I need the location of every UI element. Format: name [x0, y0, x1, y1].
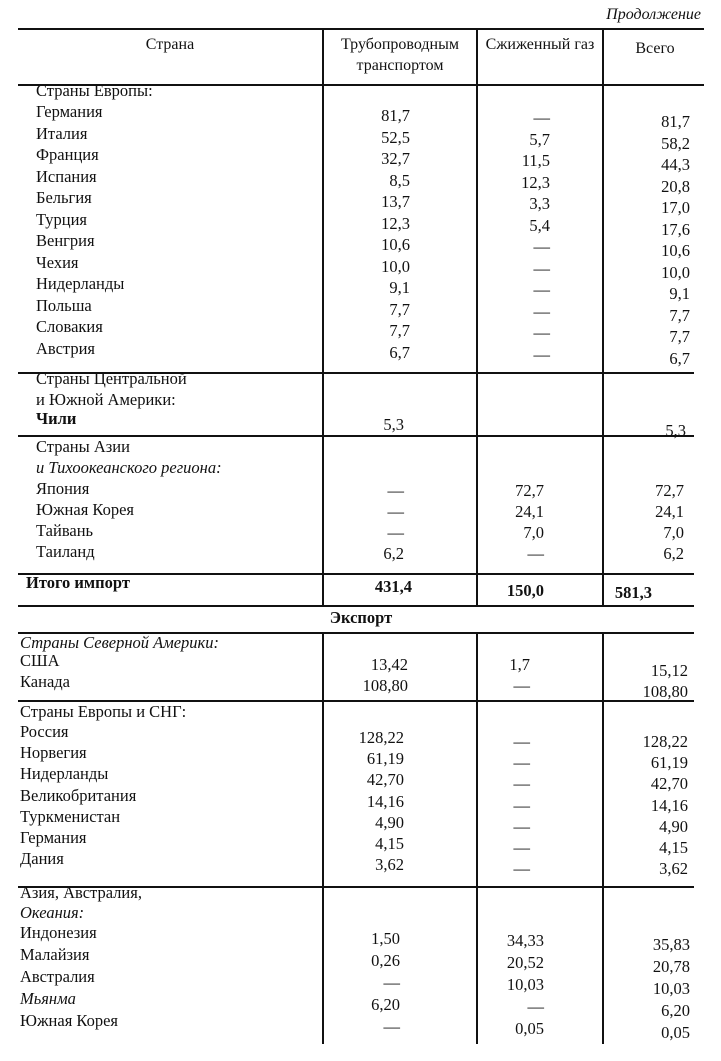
row-country: Польша [36, 295, 92, 315]
row-lng: 10,03 [506, 975, 544, 994]
asia-title-2: и Тихоокеанского региона: [36, 458, 222, 477]
row-pipeline: 10,0 [381, 256, 410, 276]
row-lng: — [513, 859, 530, 879]
row-total: 61,19 [650, 753, 688, 773]
header-total: Всего [635, 40, 675, 57]
row-lng: 5,4 [529, 215, 550, 235]
row-country: Нидерланды [20, 764, 109, 784]
row-pipeline: 6,20 [371, 995, 400, 1014]
import-total-label: Итого импорт [26, 573, 130, 592]
row-lng: 7,0 [523, 523, 544, 542]
row-pipeline: — [387, 481, 404, 500]
header-country: Страна [145, 36, 195, 53]
row-pipeline: 6,7 [389, 342, 410, 362]
row-pipeline: 1,50 [371, 929, 400, 948]
row-lng: — [533, 280, 550, 299]
europe-cis-title: Страны Европы и СНГ: [20, 702, 187, 721]
row-lng: 24,1 [515, 502, 544, 521]
col-divider-2-export [476, 632, 478, 1044]
row-pipeline: 3,62 [375, 855, 404, 875]
row-pipeline: 13,42 [370, 655, 408, 674]
latam-pipeline: 5,3 [383, 415, 404, 434]
row-total: 0,05 [661, 1023, 690, 1042]
row-country: Япония [36, 479, 90, 498]
row-pipeline: 4,90 [375, 812, 404, 832]
row-lng: — [533, 344, 550, 364]
row-total: 6,2 [663, 544, 684, 563]
namerica-title: Страны Северной Америки: [20, 633, 220, 652]
latam-title-1: Страны Центральной [36, 369, 187, 388]
row-country: Словакия [36, 317, 103, 336]
row-country: Дания [20, 849, 64, 869]
row-country: Южная Корея [36, 500, 135, 519]
asia-oceania-title-1: Азия, Австралия, [20, 883, 142, 902]
row-total: 81,7 [661, 112, 690, 131]
row-country: Мьянма [20, 989, 76, 1008]
import-total-total: 581,3 [614, 583, 652, 602]
row-lng: — [513, 732, 530, 751]
row-total: 72,7 [655, 481, 684, 500]
row-country: Германия [20, 828, 87, 847]
row-lng: 11,5 [521, 151, 550, 170]
continued-label: Продолжение [606, 6, 701, 23]
row-total: 10,0 [661, 262, 690, 282]
row-country: Турция [36, 209, 88, 229]
row-lng: — [527, 997, 544, 1016]
row-lng: — [533, 323, 550, 342]
row-lng: — [513, 816, 530, 836]
row-country: США [20, 651, 60, 670]
row-pipeline: 7,7 [389, 299, 410, 319]
row-lng: — [513, 838, 530, 857]
europe-title: Страны Европы: [36, 81, 153, 100]
row-pipeline: 4,15 [375, 834, 404, 853]
col-divider-1 [322, 28, 324, 606]
row-lng: 1,7 [509, 655, 530, 674]
row-pipeline: 32,7 [381, 149, 410, 168]
row-total: 17,6 [661, 219, 690, 239]
row-country: Таиланд [36, 542, 95, 561]
row-pipeline: 9,1 [389, 278, 410, 297]
row-country: Малайзия [20, 945, 90, 964]
row-total: 58,2 [661, 133, 690, 153]
row-country: Франция [36, 145, 99, 164]
col-divider-2 [476, 28, 478, 606]
row-lng: 20,52 [506, 953, 544, 972]
row-lng: 3,3 [529, 194, 550, 213]
row-country: Бельгия [36, 188, 92, 207]
row-lng: — [513, 753, 530, 773]
row-pipeline: 42,70 [366, 770, 404, 790]
col-divider-3-export [602, 632, 604, 1044]
row-pipeline: — [383, 1017, 400, 1036]
row-pipeline: 12,3 [381, 213, 410, 233]
row-country: Великобритания [20, 785, 137, 805]
row-country: Южная Корея [20, 1011, 119, 1030]
row-lng: 5,7 [529, 129, 550, 149]
row-pipeline: — [387, 502, 404, 521]
row-pipeline: 13,7 [381, 192, 410, 211]
row-pipeline: 0,26 [371, 951, 400, 970]
row-country: Россия [20, 722, 69, 741]
row-lng: 34,33 [506, 931, 544, 950]
row-pipeline: 10,6 [381, 235, 410, 254]
col-divider-3 [602, 28, 604, 606]
row-total: 6,7 [669, 348, 690, 368]
row-country: Венгрия [36, 231, 95, 250]
row-total: 20,8 [661, 176, 690, 196]
row-lng: — [533, 258, 550, 278]
col-divider-1-export [322, 632, 324, 1044]
row-country: Индонезия [20, 923, 97, 942]
row-country: Тайвань [36, 521, 94, 540]
row-total: 4,15 [659, 838, 688, 857]
row-pipeline: 8,5 [389, 170, 410, 190]
header-pipeline: Трубопроводным транспортом [340, 36, 459, 74]
import-total-lng: 150,0 [506, 581, 544, 600]
row-pipeline: — [383, 973, 400, 992]
row-country: Канада [20, 672, 70, 691]
import-total-pipeline: 431,4 [374, 577, 412, 596]
row-country: Австрия [36, 338, 96, 358]
row-lng: 72,7 [515, 481, 544, 500]
latam-total: 5,3 [665, 421, 686, 440]
row-lng: — [513, 795, 530, 815]
latam-title-2: и Южной Америки: [36, 390, 176, 409]
row-lng: — [533, 108, 550, 127]
row-total: 14,16 [650, 795, 688, 815]
row-country: Нидерланды [36, 274, 125, 293]
row-lng: 0,05 [515, 1019, 544, 1038]
row-total: 24,1 [655, 502, 684, 521]
row-total: 10,6 [661, 241, 690, 260]
row-country: Туркменистан [20, 806, 121, 826]
row-country: Австралия [20, 967, 95, 986]
row-total: 10,03 [652, 979, 690, 998]
row-total: 20,78 [652, 957, 690, 976]
row-total: 3,62 [659, 859, 688, 879]
row-country: Испания [36, 166, 97, 186]
row-total: 17,0 [661, 198, 690, 217]
latam-row: Чили [36, 409, 77, 428]
row-country: Германия [36, 102, 103, 121]
row-lng: — [527, 544, 544, 563]
header-lng: Сжиженный газ [485, 36, 595, 53]
row-total: 35,83 [652, 935, 690, 954]
row-pipeline: 61,19 [366, 749, 404, 769]
row-lng: — [513, 676, 530, 695]
row-country: Италия [36, 123, 88, 143]
row-lng: — [533, 237, 550, 256]
row-lng: 12,3 [521, 172, 550, 192]
row-pipeline: — [387, 523, 404, 542]
row-total: 9,1 [669, 284, 690, 303]
row-total: 108,80 [642, 682, 688, 701]
row-total: 42,70 [650, 774, 688, 794]
asia-title-1: Страны Азии [36, 437, 130, 456]
row-country: Норвегия [20, 743, 87, 763]
row-pipeline: 52,5 [381, 127, 410, 147]
row-pipeline: 108,80 [362, 676, 408, 695]
row-pipeline: 128,22 [358, 728, 404, 747]
row-pipeline: 14,16 [366, 791, 404, 811]
row-total: 7,0 [663, 523, 684, 542]
row-lng: — [513, 774, 530, 794]
row-total: 6,20 [661, 1001, 690, 1020]
asia-oceania-title-2: Океания: [20, 903, 85, 922]
row-total: 7,7 [669, 327, 690, 346]
row-total: 15,12 [650, 661, 688, 680]
row-country: Чехия [36, 252, 79, 272]
row-total: 4,90 [659, 816, 688, 836]
export-title: Экспорт [329, 608, 393, 627]
row-total: 7,7 [669, 305, 690, 325]
row-pipeline: 7,7 [389, 321, 410, 340]
row-lng: — [533, 301, 550, 321]
row-total: 44,3 [661, 155, 690, 174]
row-pipeline: 81,7 [381, 106, 410, 125]
row-pipeline: 6,2 [383, 544, 404, 563]
row-total: 128,22 [642, 732, 688, 751]
